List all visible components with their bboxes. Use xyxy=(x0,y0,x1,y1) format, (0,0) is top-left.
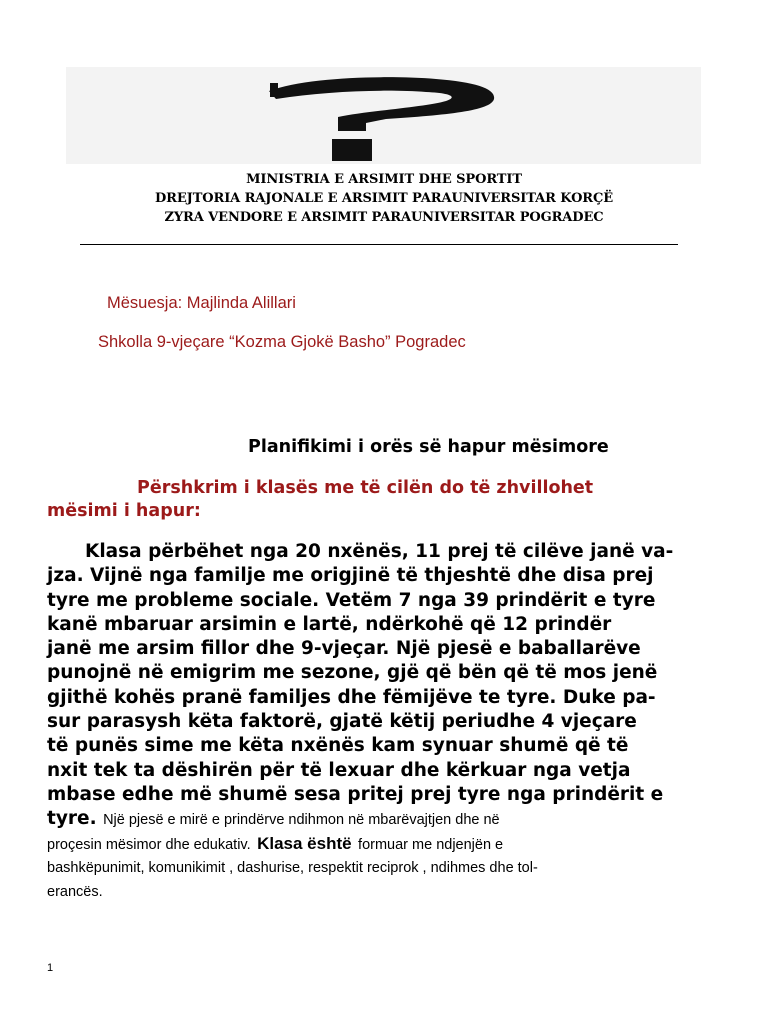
paragraph-fragment: Një pjesë e mirë e prindërve ndihmon në mbarëvajtjen dhe në xyxy=(103,812,500,829)
paragraph-word: tyre. xyxy=(47,808,97,830)
paragraph-line: jza. Vijnë nga familje me origjinë të thjeshtë dhe disa prej xyxy=(47,565,654,587)
description-heading-line1: Përshkrim i klasës me të cilën do të zhvillohet xyxy=(137,478,594,498)
paragraph-line: tyre me probleme sociale. Vetëm 7 nga 39 prindërit e tyre xyxy=(47,589,656,611)
header-divider xyxy=(80,244,678,245)
paragraph-line xyxy=(47,832,729,856)
description-heading-line2: mësimi i hapur: xyxy=(47,501,201,521)
teacher-name: Mësuesja: Majlinda Alillari xyxy=(107,294,296,312)
paragraph-fragment: Klasa është xyxy=(257,833,352,853)
description-heading xyxy=(47,477,727,523)
school-name: Shkolla 9-vjeçare “Kozma Gjokë Basho” Pogradec xyxy=(98,333,466,351)
paragraph-line: bashkëpunimit, komunikimit , dashurise, respektit reciprok , ndihmes dhe tol- xyxy=(47,859,538,876)
ministry-line: MINISTRIA E ARSIMIT DHE SPORTIT xyxy=(246,172,522,187)
paragraph-fragment: formuar me ndjenjën e xyxy=(358,836,504,853)
office-line: ZYRA VENDORE E ARSIMIT PARAUNIVERSITAR POGRADEC xyxy=(164,210,604,225)
class-description-paragraph xyxy=(47,540,729,904)
paragraph-line: kanë mbaruar arsimin e lartë, ndërkohë që 12 prindër xyxy=(47,613,612,635)
page-number: 1 xyxy=(47,962,54,974)
paragraph-line: erancës. xyxy=(47,884,103,901)
paragraph-line: sur parasysh këta faktorë, gjatë këtij periudhe 4 vjeçare xyxy=(47,711,637,733)
paragraph-line: Klasa përbëhet nga 20 nxënës, 11 prej të cilëve janë va- xyxy=(85,541,674,562)
page-title: Planifikimi i orës së hapur mësimore xyxy=(248,437,609,457)
paragraph-line: gjithë kohës pranë familjes dhe fëmijëve te tyre. Duke pa- xyxy=(47,686,656,708)
paragraph-line: nxit tek ta dëshirën për të lexuar dhe kërkuar nga vetja xyxy=(47,759,631,781)
logo-image xyxy=(66,67,701,164)
paragraph-fragment: proçesin mësimor dhe edukativ. xyxy=(47,836,251,853)
paragraph-line: punojnë në emigrim me sezone, gjë që bën që të mos jenë xyxy=(47,662,658,684)
paragraph-line xyxy=(47,807,729,831)
question-mark-logo-icon xyxy=(66,67,701,164)
directorate-line: DREJTORIA RAJONALE E ARSIMIT PARAUNIVERSITAR KORÇË xyxy=(154,191,614,206)
paragraph-line: të punës sime me këta nxënës kam synuar shumë që të xyxy=(47,735,629,757)
paragraph-line: janë me arsim fillor dhe 9-vjeçar. Një pjesë e baballarëve xyxy=(47,638,641,660)
paragraph-line: mbase edhe më shumë sesa pritej prej tyre nga prindërit e xyxy=(47,783,664,805)
